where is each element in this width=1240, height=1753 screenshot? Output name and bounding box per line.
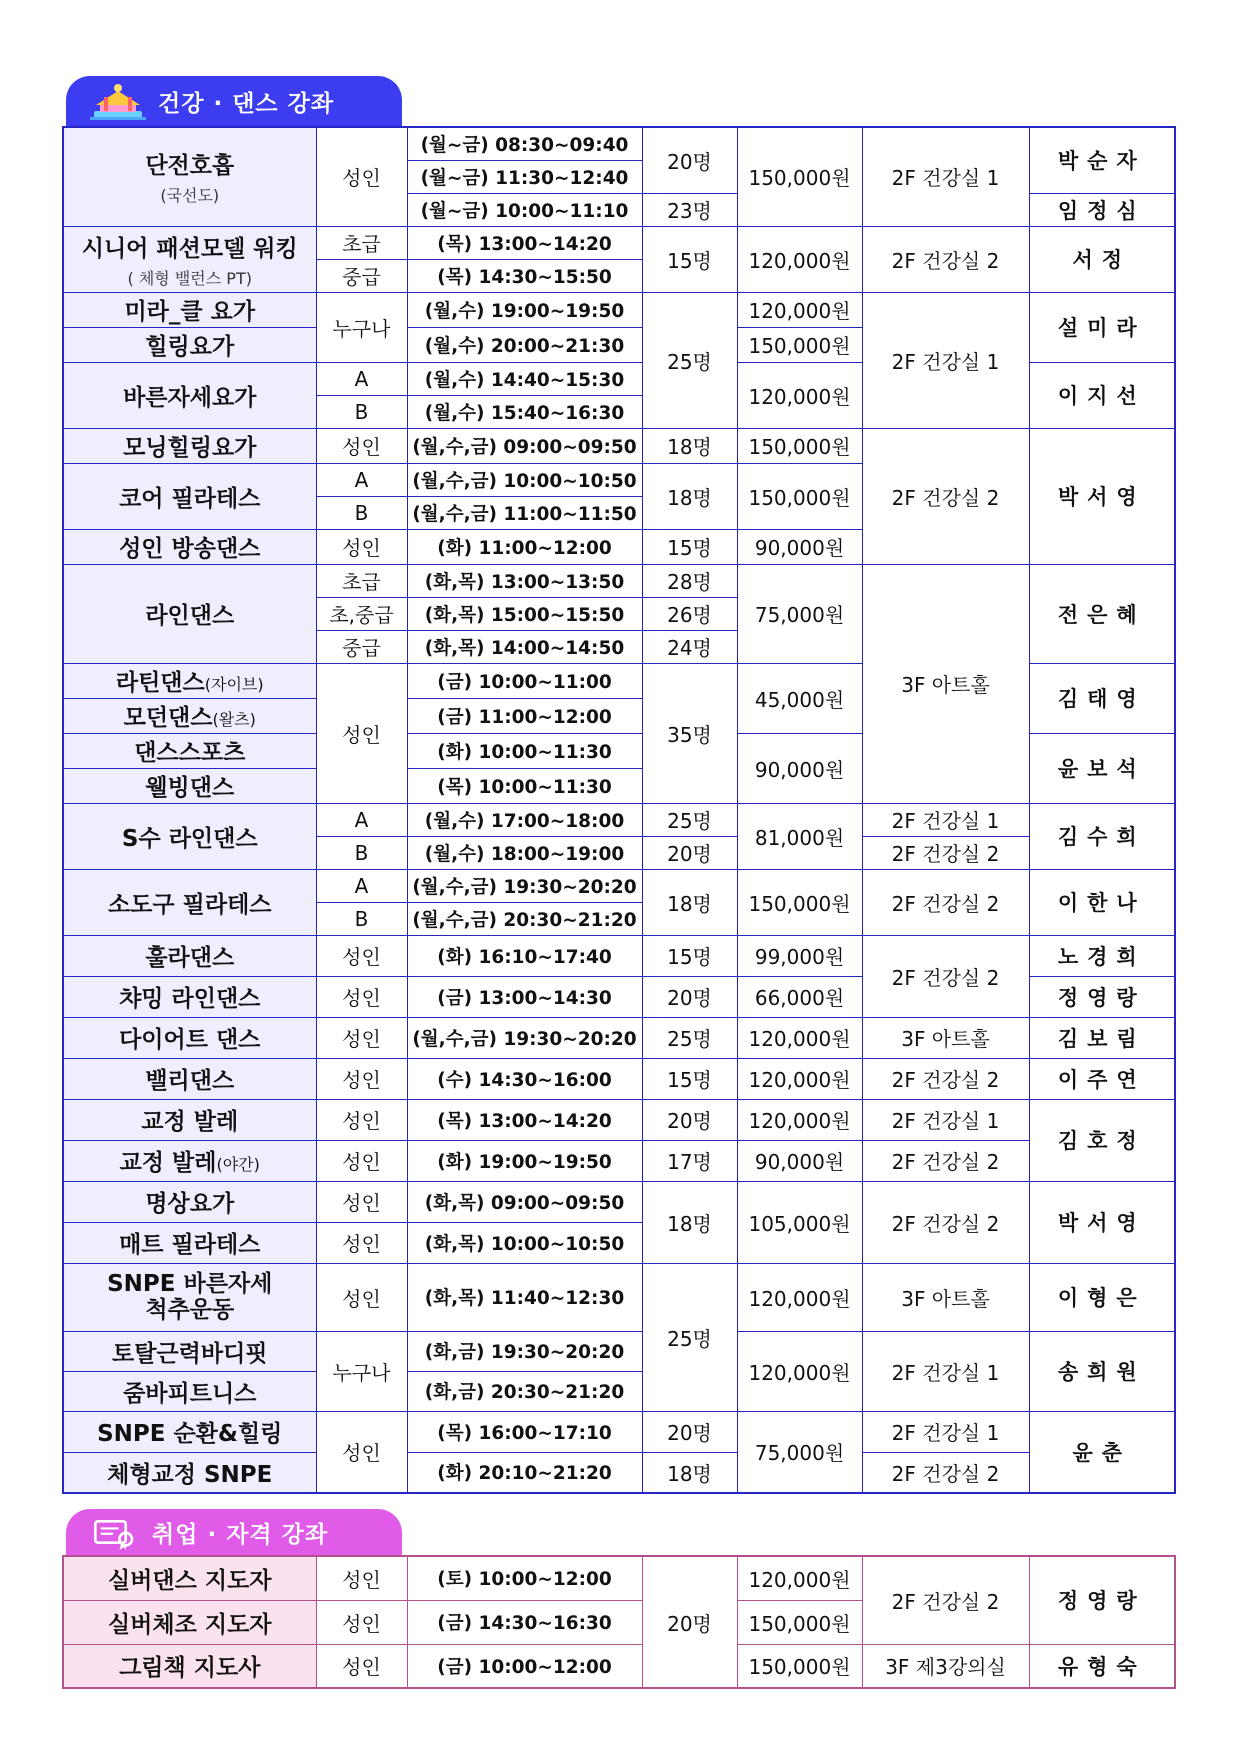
time-cell: (화,목) 10:00~10:50 <box>407 1222 642 1263</box>
course-name: S수 라인댄스 <box>63 803 316 869</box>
capacity-cell: 20명 <box>642 1556 737 1688</box>
teacher-cell: 송희원 <box>1029 1331 1175 1411</box>
fee-cell: 120,000원 <box>737 1058 862 1099</box>
course-name: 명상요가 <box>63 1181 316 1222</box>
capacity-cell: 18명 <box>642 869 737 935</box>
course-name: 줌바피트니스 <box>63 1371 316 1411</box>
fee-cell: 150,000원 <box>737 1600 862 1644</box>
teacher-cell: 이형은 <box>1029 1263 1175 1331</box>
time-cell: (화) 10:00~11:30 <box>407 733 642 768</box>
room-cell: 2F 건강실 1 <box>862 1411 1029 1452</box>
time-cell: (월,수,금) 20:30~21:20 <box>407 902 642 935</box>
capacity-cell: 18명 <box>642 1452 737 1493</box>
time-cell: (월,수) 20:00~21:30 <box>407 327 642 362</box>
level-cell: 성인 <box>316 1181 407 1222</box>
level-cell: 초급 <box>316 226 407 259</box>
teacher-cell: 윤보석 <box>1029 733 1175 803</box>
time-cell: (월,수) 15:40~16:30 <box>407 395 642 428</box>
fee-cell: 120,000원 <box>737 362 862 428</box>
time-cell: (목) 16:00~17:10 <box>407 1411 642 1452</box>
health-section-title: 건강 · 댄스 강좌 <box>158 90 335 117</box>
capacity-cell: 20명 <box>642 836 737 869</box>
capacity-cell: 18명 <box>642 1181 737 1263</box>
teacher-cell: 전은혜 <box>1029 564 1175 663</box>
time-cell: (월~금) 08:30~09:40 <box>407 127 642 160</box>
room-cell: 2F 건강실 2 <box>862 1058 1029 1099</box>
table-row <box>63 1331 1175 1371</box>
time-cell: (월,수) 18:00~19:00 <box>407 836 642 869</box>
course-name: 라인댄스 <box>63 564 316 663</box>
capacity-cell: 25명 <box>642 1263 737 1411</box>
fee-cell: 150,000원 <box>737 127 862 226</box>
fee-cell: 45,000원 <box>737 663 862 733</box>
room-cell: 2F 건강실 1 <box>862 1099 1029 1140</box>
fee-cell: 120,000원 <box>737 1263 862 1331</box>
room-cell: 2F 건강실 2 <box>862 869 1029 935</box>
time-cell: (금) 13:00~14:30 <box>407 976 642 1017</box>
level-cell: 초,중급 <box>316 597 407 630</box>
level-cell: B <box>316 836 407 869</box>
table-row <box>63 1452 1175 1493</box>
course-name: 코어 필라테스 <box>63 463 316 529</box>
level-cell: 성인 <box>316 663 407 803</box>
course-name: 모닝힐링요가 <box>63 428 316 463</box>
level-cell: 중급 <box>316 259 407 292</box>
table-row <box>63 935 1175 976</box>
health-dance-schedule-table <box>62 126 1176 1494</box>
time-cell: (월,수,금) 19:30~20:20 <box>407 1017 642 1058</box>
teacher-cell: 김수희 <box>1029 803 1175 869</box>
level-cell: 성인 <box>316 1222 407 1263</box>
teacher-cell: 박순자 <box>1029 127 1175 193</box>
teacher-cell: 서정 <box>1029 226 1175 292</box>
time-cell: (화) 11:00~12:00 <box>407 529 642 564</box>
teacher-cell: 이한나 <box>1029 869 1175 935</box>
level-cell: 성인 <box>316 127 407 226</box>
room-cell: 2F 건강실 1 <box>862 803 1029 836</box>
level-cell: 성인 <box>316 1411 407 1493</box>
table-row <box>63 803 1175 836</box>
level-cell: 초급 <box>316 564 407 597</box>
fee-cell: 120,000원 <box>737 292 862 327</box>
teacher-cell: 김호정 <box>1029 1099 1175 1181</box>
time-cell: (화,목) 14:00~14:50 <box>407 630 642 663</box>
capacity-cell: 25명 <box>642 1017 737 1058</box>
course-name: 챠밍 라인댄스 <box>63 976 316 1017</box>
room-cell: 3F 아트홀 <box>862 564 1029 803</box>
time-cell: (수) 14:30~16:00 <box>407 1058 642 1099</box>
fee-cell: 120,000원 <box>737 1017 862 1058</box>
level-cell: 성인 <box>316 1644 407 1688</box>
fee-cell: 81,000원 <box>737 803 862 869</box>
level-cell: 성인 <box>316 935 407 976</box>
course-name: 시니어 패션모델 워킹 ( 체형 밸런스 PT) <box>63 226 316 292</box>
fee-cell: 66,000원 <box>737 976 862 1017</box>
course-name: 토탈근력바디핏 <box>63 1331 316 1371</box>
capacity-cell: 25명 <box>642 292 737 428</box>
room-cell: 3F 아트홀 <box>862 1017 1029 1058</box>
gazebo-icon <box>90 81 146 121</box>
capacity-cell: 35명 <box>642 663 737 803</box>
room-cell: 2F 건강실 2 <box>862 1452 1029 1493</box>
fee-cell: 90,000원 <box>737 733 862 803</box>
course-name: 웰빙댄스 <box>63 768 316 803</box>
course-name: 밸리댄스 <box>63 1058 316 1099</box>
course-name: 소도구 필라테스 <box>63 869 316 935</box>
level-cell: A <box>316 869 407 902</box>
level-cell: 성인 <box>316 1017 407 1058</box>
room-cell: 2F 건강실 2 <box>862 935 1029 1017</box>
table-row <box>63 1140 1175 1181</box>
time-cell: (화) 19:00~19:50 <box>407 1140 642 1181</box>
fee-cell: 90,000원 <box>737 529 862 564</box>
capacity-cell: 24명 <box>642 630 737 663</box>
time-cell: (화,목) 11:40~12:30 <box>407 1263 642 1331</box>
capacity-cell: 17명 <box>642 1140 737 1181</box>
job-section-title: 취업 · 자격 강좌 <box>152 1521 329 1548</box>
level-cell: 성인 <box>316 1556 407 1600</box>
level-cell: 성인 <box>316 1140 407 1181</box>
capacity-cell: 26명 <box>642 597 737 630</box>
job-section-tab <box>66 1509 402 1555</box>
health-section-tab <box>66 76 402 126</box>
time-cell: (월,수) 19:00~19:50 <box>407 292 642 327</box>
fee-cell: 75,000원 <box>737 564 862 663</box>
level-cell: 성인 <box>316 1058 407 1099</box>
room-cell: 2F 건강실 2 <box>862 1181 1029 1263</box>
capacity-cell: 28명 <box>642 564 737 597</box>
time-cell: (월,수) 17:00~18:00 <box>407 803 642 836</box>
table-row <box>63 564 1175 597</box>
room-cell: 2F 건강실 2 <box>862 1140 1029 1181</box>
course-name: SNPE 순환&힐링 <box>63 1411 316 1452</box>
time-cell: (금) 11:00~12:00 <box>407 698 642 733</box>
table-row <box>63 1017 1175 1058</box>
time-cell: (목) 13:00~14:20 <box>407 226 642 259</box>
room-cell: 2F 건강실 1 <box>862 1331 1029 1411</box>
course-name: 그림책 지도사 <box>63 1644 316 1688</box>
certificate-icon <box>90 1514 140 1550</box>
fee-cell: 150,000원 <box>737 869 862 935</box>
course-name: 바른자세요가 <box>63 362 316 428</box>
time-cell: (목) 10:00~11:30 <box>407 768 642 803</box>
time-cell: (금) 10:00~11:00 <box>407 663 642 698</box>
teacher-cell: 박서영 <box>1029 428 1175 564</box>
table-row <box>63 1181 1175 1222</box>
fee-cell: 150,000원 <box>737 327 862 362</box>
teacher-cell: 윤춘 <box>1029 1411 1175 1493</box>
course-name: 댄스스포츠 <box>63 733 316 768</box>
time-cell: (화,목) 09:00~09:50 <box>407 1181 642 1222</box>
teacher-cell: 노경희 <box>1029 935 1175 976</box>
capacity-cell: 15명 <box>642 226 737 292</box>
level-cell: 성인 <box>316 529 407 564</box>
time-cell: (월,수,금) 11:00~11:50 <box>407 496 642 529</box>
capacity-cell: 15명 <box>642 935 737 976</box>
time-cell: (토) 10:00~12:00 <box>407 1556 642 1600</box>
room-cell: 2F 건강실 2 <box>862 836 1029 869</box>
course-name: 훌라댄스 <box>63 935 316 976</box>
time-cell: (월,수) 14:40~15:30 <box>407 362 642 395</box>
table-row <box>63 1058 1175 1099</box>
time-cell: (월~금) 10:00~11:10 <box>407 193 642 226</box>
teacher-cell: 박서영 <box>1029 1181 1175 1263</box>
time-cell: (월~금) 11:30~12:40 <box>407 160 642 193</box>
course-name: 미라_클 요가 <box>63 292 316 327</box>
level-cell: 성인 <box>316 1263 407 1331</box>
teacher-cell: 김태영 <box>1029 663 1175 733</box>
time-cell: (월,수,금) 10:00~10:50 <box>407 463 642 496</box>
room-cell: 2F 건강실 2 <box>862 226 1029 292</box>
course-name: 교정 발레(야간) <box>63 1140 316 1181</box>
room-cell: 2F 건강실 2 <box>862 1556 1029 1644</box>
table-row <box>63 1411 1175 1452</box>
time-cell: (화,금) 19:30~20:20 <box>407 1331 642 1371</box>
capacity-cell: 20명 <box>642 976 737 1017</box>
level-cell: 성인 <box>316 428 407 463</box>
level-cell: B <box>316 395 407 428</box>
table-row <box>63 1556 1175 1600</box>
capacity-cell: 20명 <box>642 1099 737 1140</box>
teacher-cell: 이지선 <box>1029 362 1175 428</box>
course-name: 단전호흡 (국선도) <box>63 127 316 226</box>
teacher-cell: 이주연 <box>1029 1058 1175 1099</box>
fee-cell: 120,000원 <box>737 1556 862 1600</box>
course-name: SNPE 바른자세 척추운동 <box>63 1263 316 1331</box>
fee-cell: 150,000원 <box>737 1644 862 1688</box>
time-cell: (월,수,금) 19:30~20:20 <box>407 869 642 902</box>
fee-cell: 99,000원 <box>737 935 862 976</box>
time-cell: (화,목) 15:00~15:50 <box>407 597 642 630</box>
course-name: 매트 필라테스 <box>63 1222 316 1263</box>
level-cell: B <box>316 902 407 935</box>
table-row <box>63 869 1175 902</box>
capacity-cell: 15명 <box>642 1058 737 1099</box>
course-name: 라틴댄스(자이브) <box>63 663 316 698</box>
level-cell: 성인 <box>316 1600 407 1644</box>
capacity-cell: 18명 <box>642 463 737 529</box>
course-name: 체형교정 SNPE <box>63 1452 316 1493</box>
capacity-cell: 20명 <box>642 1411 737 1452</box>
level-cell: A <box>316 362 407 395</box>
table-row <box>63 1644 1175 1688</box>
table-row <box>63 226 1175 259</box>
level-cell: 성인 <box>316 1099 407 1140</box>
level-cell: 누구나 <box>316 1331 407 1411</box>
fee-cell: 120,000원 <box>737 1099 862 1140</box>
fee-cell: 150,000원 <box>737 428 862 463</box>
course-name: 성인 방송댄스 <box>63 529 316 564</box>
room-cell: 2F 건강실 1 <box>862 127 1029 226</box>
time-cell: (목) 13:00~14:20 <box>407 1099 642 1140</box>
course-name: 실버댄스 지도자 <box>63 1556 316 1600</box>
time-cell: (화) 20:10~21:20 <box>407 1452 642 1493</box>
level-cell: B <box>316 496 407 529</box>
level-cell: 누구나 <box>316 292 407 362</box>
time-cell: (금) 14:30~16:30 <box>407 1600 642 1644</box>
capacity-cell: 15명 <box>642 529 737 564</box>
room-cell: 2F 건강실 1 <box>862 292 1029 428</box>
teacher-cell: 유형숙 <box>1029 1644 1175 1688</box>
table-row <box>63 428 1175 463</box>
job-certificate-schedule-table <box>62 1555 1176 1689</box>
capacity-cell: 25명 <box>642 803 737 836</box>
level-cell: 성인 <box>316 976 407 1017</box>
time-cell: (금) 10:00~12:00 <box>407 1644 642 1688</box>
fee-cell: 120,000원 <box>737 1331 862 1411</box>
time-cell: (목) 14:30~15:50 <box>407 259 642 292</box>
room-cell: 3F 제3강의실 <box>862 1644 1029 1688</box>
capacity-cell: 20명 <box>642 127 737 193</box>
capacity-cell: 18명 <box>642 428 737 463</box>
teacher-cell: 임정심 <box>1029 193 1175 226</box>
course-name: 다이어트 댄스 <box>63 1017 316 1058</box>
level-cell: A <box>316 463 407 496</box>
table-row <box>63 292 1175 327</box>
room-cell: 3F 아트홀 <box>862 1263 1029 1331</box>
table-row <box>63 1263 1175 1331</box>
table-row <box>63 127 1175 160</box>
level-cell: A <box>316 803 407 836</box>
fee-cell: 75,000원 <box>737 1411 862 1493</box>
course-name: 실버체조 지도자 <box>63 1600 316 1644</box>
course-name: 교정 발레 <box>63 1099 316 1140</box>
time-cell: (월,수,금) 09:00~09:50 <box>407 428 642 463</box>
level-cell: 중급 <box>316 630 407 663</box>
time-cell: (화) 16:10~17:40 <box>407 935 642 976</box>
table-row <box>63 1099 1175 1140</box>
course-name: 힐링요가 <box>63 327 316 362</box>
teacher-cell: 정영랑 <box>1029 1556 1175 1644</box>
teacher-cell: 정영랑 <box>1029 976 1175 1017</box>
capacity-cell: 23명 <box>642 193 737 226</box>
course-name: 모던댄스(왈츠) <box>63 698 316 733</box>
fee-cell: 105,000원 <box>737 1181 862 1263</box>
fee-cell: 120,000원 <box>737 226 862 292</box>
fee-cell: 150,000원 <box>737 463 862 529</box>
fee-cell: 90,000원 <box>737 1140 862 1181</box>
teacher-cell: 설미라 <box>1029 292 1175 362</box>
teacher-cell: 김보림 <box>1029 1017 1175 1058</box>
time-cell: (화,목) 13:00~13:50 <box>407 564 642 597</box>
time-cell: (화,금) 20:30~21:20 <box>407 1371 642 1411</box>
room-cell: 2F 건강실 2 <box>862 428 1029 564</box>
